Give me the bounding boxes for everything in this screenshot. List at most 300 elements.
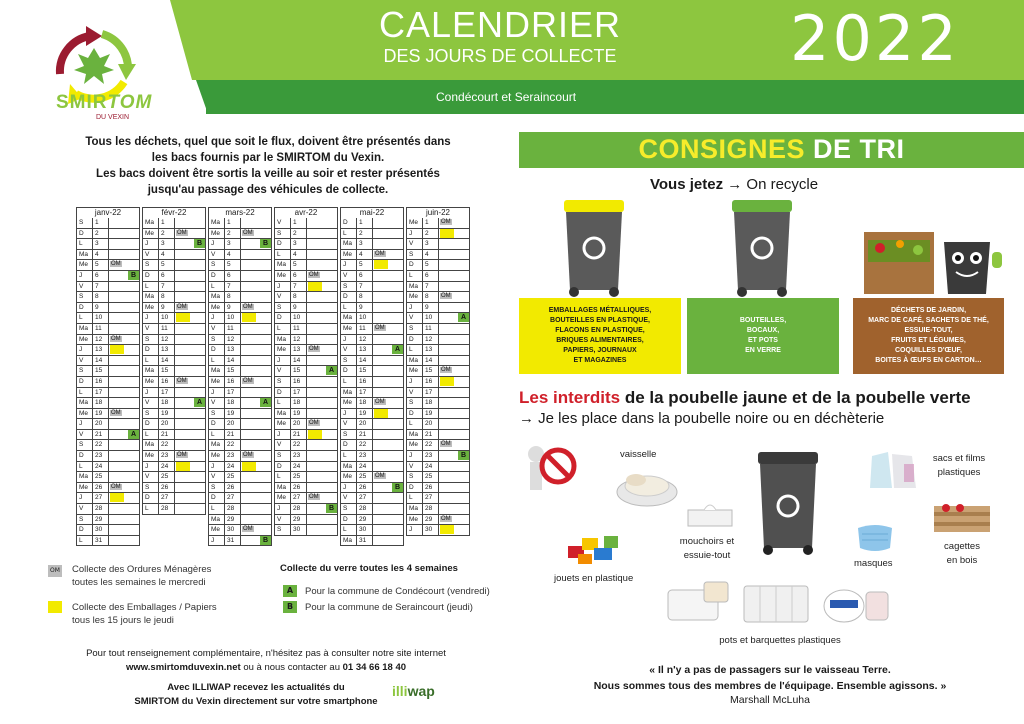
om-tag: OM	[243, 303, 253, 310]
day-row	[274, 356, 338, 367]
day-number: 16	[423, 377, 439, 387]
collection-mark	[241, 504, 271, 514]
black-bin-icon	[752, 450, 824, 558]
emballages-swatch	[374, 409, 388, 418]
day-number: 19	[93, 409, 109, 419]
day-row	[208, 218, 272, 229]
day-name: J	[209, 536, 225, 546]
day-name: V	[341, 345, 357, 355]
day-number: 8	[291, 292, 307, 302]
day-row	[406, 440, 470, 451]
day-row	[208, 462, 272, 473]
day-name: L	[77, 313, 93, 323]
collection-mark	[373, 483, 403, 493]
day-name: Me	[209, 377, 225, 387]
day-number: 1	[423, 218, 439, 228]
day-row	[208, 398, 272, 409]
collection-mark	[307, 377, 337, 387]
day-name: D	[341, 292, 357, 302]
day-row	[406, 335, 470, 346]
day-number: 21	[291, 430, 307, 440]
day-row	[340, 324, 404, 335]
day-row	[340, 282, 404, 293]
day-row	[340, 430, 404, 441]
day-name: V	[407, 239, 423, 249]
header-wedge	[170, 0, 192, 80]
day-row	[406, 356, 470, 367]
collection-mark	[241, 282, 271, 292]
day-name: D	[143, 271, 159, 281]
day-name: Ma	[275, 483, 291, 493]
day-name: S	[209, 409, 225, 419]
collection-mark	[109, 366, 139, 376]
day-name: J	[341, 483, 357, 493]
day-number: 28	[423, 504, 439, 514]
day-name: Me	[407, 515, 423, 525]
day-number: 11	[93, 324, 109, 334]
month-header: janv-22	[76, 207, 140, 218]
day-number: 7	[93, 282, 109, 292]
day-number: 21	[93, 430, 109, 440]
collection-mark	[241, 260, 271, 270]
day-row	[142, 483, 206, 494]
day-row	[274, 239, 338, 250]
day-name: L	[77, 239, 93, 249]
day-number: 6	[159, 271, 175, 281]
collection-mark	[307, 398, 337, 408]
day-number: 31	[357, 536, 373, 546]
collection-mark	[307, 335, 337, 345]
collection-mark	[175, 430, 205, 440]
day-name: J	[407, 229, 423, 239]
illiwap-logo: illiwap	[392, 683, 435, 699]
day-number: 10	[225, 313, 241, 323]
day-number: 11	[291, 324, 307, 334]
collection-mark	[241, 366, 271, 376]
day-name: Ma	[407, 430, 423, 440]
day-row	[340, 462, 404, 473]
day-row	[340, 218, 404, 229]
collection-mark	[175, 335, 205, 345]
day-row	[274, 324, 338, 335]
day-row	[208, 388, 272, 399]
day-row	[274, 282, 338, 293]
day-name: Me	[407, 366, 423, 376]
collection-mark	[241, 515, 271, 525]
day-row	[208, 260, 272, 271]
emballages-swatch	[242, 313, 256, 322]
day-number: 27	[159, 493, 175, 503]
day-number: 12	[423, 335, 439, 345]
day-number: 15	[93, 366, 109, 376]
collection-mark	[373, 356, 403, 366]
day-name: Me	[341, 250, 357, 260]
collection-mark	[439, 430, 469, 440]
day-row	[208, 409, 272, 420]
day-number: 30	[225, 525, 241, 535]
day-name: Ma	[407, 504, 423, 514]
month-column	[142, 207, 206, 546]
day-number: 12	[93, 335, 109, 345]
collection-mark	[241, 239, 271, 249]
day-number: 23	[423, 451, 439, 461]
collection-mark	[109, 345, 139, 355]
day-number: 15	[423, 366, 439, 376]
day-name: Ma	[209, 515, 225, 525]
collection-mark	[241, 451, 271, 461]
day-name: D	[275, 388, 291, 398]
collection-mark	[439, 483, 469, 493]
day-row	[76, 250, 140, 261]
day-row	[208, 430, 272, 441]
verre-tag: B	[392, 483, 403, 492]
day-name: Ma	[209, 218, 225, 228]
emballages-swatch	[374, 260, 388, 269]
collection-mark	[439, 260, 469, 270]
day-row	[340, 472, 404, 483]
day-name: L	[77, 388, 93, 398]
collection-mark	[175, 260, 205, 270]
day-number: 28	[159, 504, 175, 514]
emballages-swatch	[440, 229, 454, 238]
day-name: Ma	[77, 398, 93, 408]
collection-mark	[307, 356, 337, 366]
day-row	[76, 430, 140, 441]
day-row	[142, 218, 206, 229]
day-name: Ma	[77, 472, 93, 482]
collection-mark	[439, 493, 469, 503]
day-row	[274, 303, 338, 314]
day-row	[142, 345, 206, 356]
collection-mark	[373, 462, 403, 472]
day-number: 5	[225, 260, 241, 270]
day-row	[76, 303, 140, 314]
compost-bin-icon	[860, 222, 1010, 298]
day-row	[142, 313, 206, 324]
day-row	[142, 335, 206, 346]
collection-mark	[175, 345, 205, 355]
day-name: S	[77, 366, 93, 376]
day-row	[406, 250, 470, 261]
arrow-right-icon: →	[519, 410, 534, 427]
day-row	[142, 260, 206, 271]
day-name: D	[143, 493, 159, 503]
day-number: 23	[225, 451, 241, 461]
day-number: 25	[291, 472, 307, 482]
day-number: 16	[159, 377, 175, 387]
day-number: 30	[357, 525, 373, 535]
day-number: 5	[159, 260, 175, 270]
day-number: 5	[291, 260, 307, 270]
month-header: mai-22	[340, 207, 404, 218]
collection-mark	[241, 292, 271, 302]
day-number: 27	[357, 493, 373, 503]
day-name: V	[143, 324, 159, 334]
collection-mark	[109, 504, 139, 514]
day-name: L	[407, 493, 423, 503]
day-name: D	[341, 440, 357, 450]
month-header: juin-22	[406, 207, 470, 218]
day-row	[406, 324, 470, 335]
collection-mark	[439, 356, 469, 366]
day-row	[76, 536, 140, 547]
day-number: 28	[291, 504, 307, 514]
collection-mark	[109, 356, 139, 366]
day-number: 9	[423, 303, 439, 313]
day-name: D	[77, 303, 93, 313]
day-number: 26	[423, 483, 439, 493]
collection-mark	[373, 303, 403, 313]
collection-mark	[373, 282, 403, 292]
day-name: S	[209, 335, 225, 345]
day-row	[406, 493, 470, 504]
day-number: 10	[159, 313, 175, 323]
day-row	[208, 324, 272, 335]
day-name: Me	[143, 377, 159, 387]
day-row	[142, 398, 206, 409]
day-row	[340, 388, 404, 399]
collection-mark	[373, 229, 403, 239]
day-name: V	[77, 430, 93, 440]
day-row	[340, 419, 404, 430]
day-name: D	[275, 462, 291, 472]
collection-mark	[109, 260, 139, 270]
day-row	[406, 419, 470, 430]
day-row	[406, 388, 470, 399]
day-row	[76, 451, 140, 462]
day-name: D	[77, 377, 93, 387]
day-number: 30	[423, 525, 439, 535]
verre-tag: B	[194, 239, 205, 248]
month-column	[406, 207, 470, 546]
collection-mark	[241, 419, 271, 429]
collection-mark	[373, 250, 403, 260]
collection-mark	[439, 451, 469, 461]
day-name: J	[275, 282, 291, 292]
om-tag: OM	[309, 271, 319, 278]
day-number: 22	[357, 440, 373, 450]
day-number: 14	[291, 356, 307, 366]
day-name: Ma	[341, 239, 357, 249]
day-row	[208, 271, 272, 282]
day-number: 15	[357, 366, 373, 376]
day-row	[142, 303, 206, 314]
day-row	[406, 504, 470, 515]
collection-mark	[175, 388, 205, 398]
collection-mark	[439, 239, 469, 249]
emballages-swatch	[440, 377, 454, 386]
collection-mark	[439, 292, 469, 302]
day-number: 9	[357, 303, 373, 313]
day-number: 28	[93, 504, 109, 514]
collection-mark	[109, 271, 139, 281]
day-row	[340, 356, 404, 367]
logo-subtitle: DU VEXIN	[96, 114, 130, 121]
day-row	[76, 282, 140, 293]
day-row	[208, 229, 272, 240]
day-name: J	[407, 451, 423, 461]
day-name: J	[407, 303, 423, 313]
day-number: 29	[357, 515, 373, 525]
collection-mark	[307, 345, 337, 355]
day-name: V	[275, 366, 291, 376]
collection-mark	[109, 335, 139, 345]
day-row	[142, 409, 206, 420]
day-number: 29	[93, 515, 109, 525]
emballages-swatch	[308, 282, 322, 291]
day-name: V	[275, 440, 291, 450]
day-number: 24	[423, 462, 439, 472]
legend-om: Collecte des Ordures Ménagères toutes les semaines le mercredi	[72, 564, 212, 588]
day-row	[76, 260, 140, 271]
green-bin-icon	[726, 198, 798, 298]
collection-mark	[175, 440, 205, 450]
day-number: 18	[225, 398, 241, 408]
day-number: 19	[159, 409, 175, 419]
day-number: 6	[93, 271, 109, 281]
collection-mark	[175, 356, 205, 366]
day-number: 18	[291, 398, 307, 408]
day-name: S	[77, 218, 93, 228]
day-number: 2	[225, 229, 241, 239]
day-row	[406, 292, 470, 303]
day-name: Me	[275, 419, 291, 429]
collection-mark	[307, 451, 337, 461]
day-name: S	[143, 335, 159, 345]
day-name: V	[407, 388, 423, 398]
day-name: S	[407, 250, 423, 260]
day-name: Me	[407, 292, 423, 302]
day-number: 9	[225, 303, 241, 313]
footer-info: Pour tout renseignement complémentaire, n'hésitez pas à consulter notre site internet www.smirtomduvexin.net ou à nous contacter au 01 34 66 18 40	[86, 648, 446, 673]
collection-mark	[373, 451, 403, 461]
day-number: 14	[159, 356, 175, 366]
day-number: 12	[225, 335, 241, 345]
day-name: J	[275, 356, 291, 366]
day-row	[208, 282, 272, 293]
day-number: 20	[93, 419, 109, 429]
item-pots-label: pots et barquettes plastiques	[719, 635, 841, 646]
day-number: 21	[357, 430, 373, 440]
item-jouets-label: jouets en plastique	[554, 573, 634, 584]
day-row	[142, 239, 206, 250]
day-name: L	[341, 229, 357, 239]
commune-label: Condécourt et Seraincourt	[436, 90, 577, 104]
collection-mark	[175, 504, 205, 514]
day-number: 24	[225, 462, 241, 472]
quote: « Il n'y a pas de passagers sur le vaisseau Terre. Nous sommes tous des membres de l'équipage. Ensemble agissons. »	[593, 664, 947, 692]
day-row	[208, 292, 272, 303]
day-number: 7	[159, 282, 175, 292]
day-name: Me	[407, 440, 423, 450]
day-number: 27	[93, 493, 109, 503]
om-tag: OM	[111, 483, 121, 490]
om-tag: OM	[309, 494, 319, 501]
day-number: 14	[423, 356, 439, 366]
collection-mark	[241, 324, 271, 334]
day-name: S	[209, 260, 225, 270]
day-row	[406, 472, 470, 483]
collection-mark	[373, 440, 403, 450]
day-name: Ma	[209, 292, 225, 302]
collection-mark	[307, 483, 337, 493]
collection-mark	[109, 218, 139, 228]
day-row	[340, 260, 404, 271]
day-name: L	[407, 345, 423, 355]
day-number: 25	[93, 472, 109, 482]
day-number: 12	[159, 335, 175, 345]
day-name: V	[77, 356, 93, 366]
day-name: L	[77, 536, 93, 546]
collection-mark	[175, 462, 205, 472]
day-row	[340, 271, 404, 282]
collection-mark	[373, 398, 403, 408]
day-row	[340, 483, 404, 494]
collection-mark	[109, 388, 139, 398]
day-row	[406, 218, 470, 229]
collection-mark	[373, 419, 403, 429]
day-number: 28	[225, 504, 241, 514]
day-row	[142, 451, 206, 462]
day-name: Me	[209, 451, 225, 461]
emballages-swatch	[308, 430, 322, 439]
day-row	[76, 377, 140, 388]
day-row	[142, 388, 206, 399]
day-row	[406, 260, 470, 271]
day-number: 26	[291, 483, 307, 493]
day-number: 2	[291, 229, 307, 239]
collection-mark	[241, 493, 271, 503]
day-row	[340, 398, 404, 409]
day-number: 21	[225, 430, 241, 440]
website-link[interactable]: www.smirtomduvexin.net	[125, 662, 241, 673]
month-header: mars-22	[208, 207, 272, 218]
collection-mark	[241, 472, 271, 482]
collection-mark	[439, 313, 469, 323]
month-column	[76, 207, 140, 546]
emballages-swatch	[440, 525, 454, 534]
verre-tag: A	[194, 398, 205, 407]
day-row	[142, 504, 206, 515]
day-name: L	[341, 377, 357, 387]
day-row	[340, 229, 404, 240]
collection-mark	[439, 525, 469, 535]
collection-mark	[241, 536, 271, 546]
collection-mark	[175, 271, 205, 281]
day-row	[76, 472, 140, 483]
day-row	[274, 366, 338, 377]
collection-mark	[307, 271, 337, 281]
day-number: 15	[291, 366, 307, 376]
day-number: 1	[159, 218, 175, 228]
collection-mark	[439, 335, 469, 345]
day-name: L	[275, 250, 291, 260]
om-tag: OM	[375, 250, 385, 257]
day-number: 14	[225, 356, 241, 366]
collection-mark	[373, 366, 403, 376]
day-number: 31	[93, 536, 109, 546]
collection-mark	[439, 388, 469, 398]
collection-mark	[439, 419, 469, 429]
day-row	[340, 377, 404, 388]
day-name: D	[209, 271, 225, 281]
verre-tag: B	[128, 271, 139, 280]
collection-mark	[241, 229, 271, 239]
collection-mark	[307, 239, 337, 249]
collection-mark	[109, 525, 139, 535]
day-number: 8	[357, 292, 373, 302]
day-name: V	[77, 282, 93, 292]
